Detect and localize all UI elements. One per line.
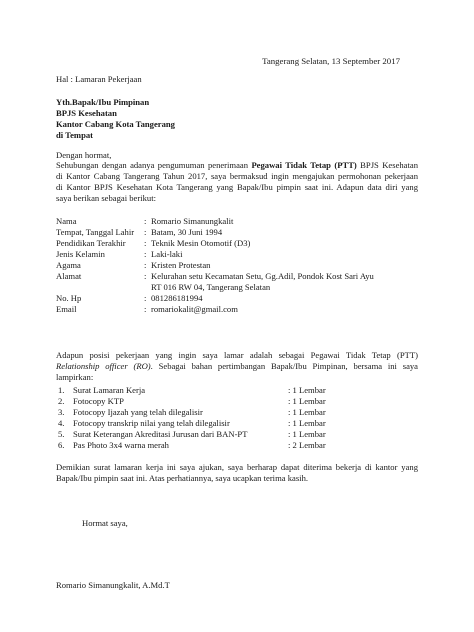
signer-name: Romario Simanungkalit, A.Md.T <box>56 580 170 590</box>
item-name: Fotocopy transkrip nilai yang telah dilegalisir <box>73 418 230 428</box>
item-number: 4. <box>58 418 65 428</box>
position-title: Pegawai Tidak Tetap (PTT) <box>251 160 357 170</box>
personal-row <box>56 293 436 304</box>
item-name: Surat Keterangan Akreditasi Jurusan dari BAN-PT <box>73 429 248 439</box>
field-label: Pendidikan Terakhir <box>56 238 126 248</box>
field-colon: : <box>144 304 147 314</box>
recipient-line: di Tempat <box>56 130 94 140</box>
field-value: Batam, 30 Juni 1994 <box>151 227 223 237</box>
field-value: RT 016 RW 04, Tangerang Selatan <box>151 282 271 292</box>
personal-row <box>56 227 436 238</box>
personal-row <box>56 271 436 282</box>
field-label: Email <box>56 304 77 314</box>
paragraph-line: saya berikan sebagai berikut: <box>56 193 156 203</box>
attachment-item <box>56 429 426 440</box>
paragraph-line <box>56 361 418 372</box>
paragraph-line: Demikian surat lamaran kerja ini saya ajukan, saya berharap dapat diterima bekerja di kantor yang <box>56 462 418 472</box>
field-colon: : <box>144 271 147 281</box>
item-name: Fotocopy KTP <box>73 396 124 406</box>
item-quantity: : 1 Lembar <box>288 429 326 439</box>
intro-paragraph <box>56 160 418 204</box>
field-label: Alamat <box>56 271 82 281</box>
paragraph-line: lampirkan: <box>56 372 94 382</box>
item-name: Fotocopy Ijazah yang telah dilegalisir <box>73 407 203 417</box>
item-number: 1. <box>58 385 65 395</box>
personal-row <box>56 216 436 227</box>
paragraph-line: di Kantor BPJS Kesehatan Kota Tangerang yang Bapak/Ibu pimpin saat ini. Adapun data diri yang <box>56 182 418 192</box>
text-run: BPJS Kesehatan <box>356 160 418 170</box>
item-number: 2. <box>58 396 65 406</box>
personal-row <box>56 238 436 249</box>
closing-paragraph <box>56 462 418 484</box>
field-label: No. Hp <box>56 293 82 303</box>
closing-salutation: Hormat saya, <box>82 518 128 528</box>
personal-row <box>56 260 436 271</box>
attachment-list <box>56 385 426 451</box>
field-colon: : <box>144 293 147 303</box>
recipient-line: Kantor Cabang Kota Tangerang <box>56 119 175 129</box>
item-number: 5. <box>58 429 65 439</box>
personal-row <box>56 282 436 293</box>
position-paragraph <box>56 350 418 383</box>
field-value: Kristen Protestan <box>151 260 211 270</box>
field-label: Tempat, Tanggal Lahir <box>56 227 135 237</box>
position-name: Relationship officer (RO) <box>56 361 151 371</box>
field-value: Kelurahan setu Kecamatan Setu, Gg.Adil, Pondok Kost Sari Ayu <box>151 271 374 281</box>
field-value: Romario Simanungkalit <box>151 216 234 226</box>
attachment-item <box>56 407 426 418</box>
attachment-item <box>56 385 426 396</box>
letter-subject: Hal : Lamaran Pekerjaan <box>56 74 142 84</box>
item-quantity: : 1 Lembar <box>288 396 326 406</box>
personal-row <box>56 304 436 315</box>
paragraph-line: Bapak/Ibu pimpin saat ini. Atas perhatiannya, saya ucapkan terima kasih. <box>56 473 309 483</box>
field-colon: : <box>144 216 147 226</box>
text-run: . Sebagai bahan pertimbangan Bapak/Ibu Pimpinan, bersama ini saya <box>150 361 418 371</box>
greeting: Dengan hormat, <box>56 150 112 160</box>
attachment-item <box>56 440 426 451</box>
item-quantity: : 1 Lembar <box>288 407 326 417</box>
item-quantity: : 2 Lembar <box>288 440 326 450</box>
item-number: 6. <box>58 440 65 450</box>
paragraph-line <box>56 160 418 171</box>
item-name: Pas Photo 3x4 warna merah <box>73 440 169 450</box>
personal-data-table <box>56 216 436 315</box>
recipient-line: Yth.Bapak/Ibu Pimpinan <box>56 97 150 107</box>
field-value: Laki-laki <box>151 249 183 259</box>
field-label: Agama <box>56 260 81 270</box>
field-value: Teknik Mesin Otomotif (D3) <box>151 238 251 248</box>
field-colon: : <box>144 238 147 248</box>
field-colon: : <box>144 249 147 259</box>
attachment-item <box>56 418 426 429</box>
text-run: Sehubungan dengan adanya pengumuman penerimaan <box>56 160 252 170</box>
recipient-line: BPJS Kesehatan <box>56 108 117 118</box>
item-quantity: : 1 Lembar <box>288 418 326 428</box>
attachment-item <box>56 396 426 407</box>
item-number: 3. <box>58 407 65 417</box>
paragraph-line: di Kantor Cabang Tangerang Tahun 2017, saya bermaksud ingin mengajukan permohonan pekerjaan <box>56 171 418 181</box>
recipient-address <box>56 97 175 141</box>
paragraph-line: Adapun posisi pekerjaan yang ingin saya lamar adalah sebagai Pegawai Tidak Tetap (PTT) <box>56 350 418 360</box>
item-quantity: : 1 Lembar <box>288 385 326 395</box>
field-colon: : <box>144 260 147 270</box>
letter-date: Tangerang Selatan, 13 September 2017 <box>262 56 400 66</box>
item-name: Surat Lamaran Kerja <box>73 385 146 395</box>
field-label: Nama <box>56 216 77 226</box>
field-label: Jenis Kelamin <box>56 249 105 259</box>
field-value: romariokalit@gmail.com <box>151 304 238 314</box>
field-value: 081286181994 <box>151 293 203 303</box>
personal-row <box>56 249 436 260</box>
field-colon: : <box>144 227 147 237</box>
